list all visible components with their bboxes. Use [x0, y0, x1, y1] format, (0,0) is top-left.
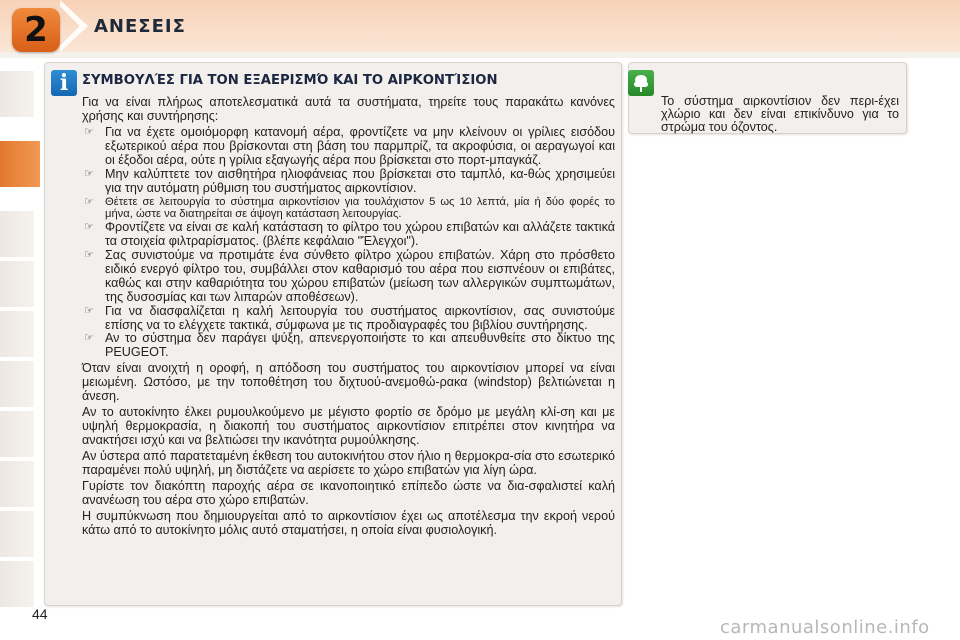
pointing-hand-icon: ☞ — [84, 167, 94, 180]
side-tab[interactable] — [0, 70, 34, 117]
list-item: ☞ Για να διασφαλίζεται η καλή λειτουργία του συστήματος αιρκοντίσιον, σας συνιστούμε επίσης να το ελέγχετε τακτικά, σύμφωνα με τις προδιαγραφές του βιβλίου συντήρησης. — [84, 303, 615, 332]
side-tab[interactable] — [0, 410, 34, 457]
chapter-number: 2 — [24, 10, 48, 50]
watermark: carmanualsonline.info — [720, 617, 930, 638]
list-item: ☞ Αν το σύστημα δεν παράγει ψύξη, απενεργοποιήστε το και απευθυνθείτε στο δίκτυο της PEUGEOT. — [84, 331, 615, 360]
pointing-hand-icon: ☞ — [84, 220, 94, 233]
list-item: ☞ Φροντίζετε να είναι σε καλή κατάσταση το φίλτρο του χώρου επιβατών και αλλάζετε τακτικά τα στοιχεία φιλτραρίσματος. (βλέπε κεφάλαιο "Έλεγχοι"). — [84, 219, 615, 248]
list-item: ☞ Σας συνιστούμε να προτιμάτε ένα σύνθετο φίλτρο χώρου επιβατών. Χάρη στο πρόσθετο ειδικό ενεργό φίλτρο του, συμβάλλει στον καθαρισμό του αέρα που εισπνέουν οι επιβάτες, καθώς και στην καθαριότητα του χώρου επιβατών (μείωση των αλλεργικών συμπτωμάτων, της δυσοσμίας και των λιπαρών αποθέσεων). — [84, 247, 615, 304]
paragraph: Αν ύστερα από παρατεταμένη έκθεση του αυτοκινήτου στον ήλιο η θερμοκρα-σία στο εσωτερικό παραμένει πολύ υψηλή, μη διστάζετε να αερίσετε το χώρο επιβατών για λίγη ώρα. — [82, 449, 615, 478]
paragraph: Όταν είναι ανοιχτή η οροφή, η απόδοση του συστήματος του αιρκοντίσιον μπορεί να είναι μειωμένη. Ωστόσο, με την τοποθέτηση του διχτυού-ανεμοθώ-ρακα (windstop) βελτιώνεται η άνεση. — [82, 361, 615, 404]
pointing-hand-icon: ☞ — [84, 125, 94, 138]
panel-body — [82, 96, 615, 540]
paragraph: Αν το αυτοκίνητο έλκει ρυμουλκούμενο με μέγιστο φορτίο σε δρόμο με μεγάλη κλί-ση και με υψηλή θερμοκρασία, η διακοπή του συστήματος αιρκοντίσιον επιτρέπει στον κινητήρα να ανακτήσει ισχύ και να βελτιώσει την ικανότητα ρυμούλκησης. — [82, 405, 615, 448]
pointing-hand-icon: ☞ — [84, 332, 94, 345]
side-tab[interactable] — [0, 460, 34, 507]
pointing-hand-icon: ☞ — [84, 248, 94, 261]
side-tab[interactable] — [0, 560, 34, 607]
leaf-icon — [628, 70, 654, 96]
list-item: ☞ Θέτετε σε λειτουργία το σύστημα αιρκοντίσιον για τουλάχιστον 5 ως 10 λεπτά, μία ή δύο φορές το μήνα, ώστε να διατηρείται σε άψογη κατάσταση λειτουργίας. — [84, 195, 615, 221]
side-tab[interactable] — [0, 360, 34, 407]
side-tab[interactable] — [0, 260, 34, 307]
side-tab[interactable] — [0, 510, 34, 557]
advice-list — [82, 126, 615, 360]
side-tab[interactable] — [0, 210, 34, 257]
chapter-tab[interactable] — [12, 8, 60, 52]
page-number: 44 — [32, 606, 48, 622]
side-tab-active[interactable] — [0, 140, 40, 187]
panel-title: ΣΥΜΒΟΥΛΈΣ ΓΙΑ ΤΟΝ ΕΞΑΕΡΙΣΜΌ ΚΑΙ ΤΟ ΑΙΡΚΟΝΤΊΣΙΟΝ — [82, 73, 498, 88]
paragraph: Η συμπύκνωση που δημιουργείται από το αιρκοντίσιον έχει ως αποτέλεσμα την εκροή νερού κάτω από το αυτοκίνητο μόλις αυτό σταματήσει, η οποία είναι φυσιολογική. — [82, 508, 615, 537]
eco-note-text: Το σύστημα αιρκοντίσιον δεν περι-έχει χλώριο και δεν είναι επικίνδυνο για το στρώμα του όζοντος. — [661, 94, 899, 135]
pointing-hand-icon: ☞ — [84, 195, 94, 208]
section-title: ΑΝΕΣΕΙΣ — [94, 16, 186, 37]
paragraph: Γυρίστε τον διακόπτη παροχής αέρα σε ικανοποιητικό επίπεδο ώστε να δια-σφαλιστεί καλή ανανέωση του αέρα στο χώρο επιβατών. — [82, 479, 615, 507]
intro-paragraph: Για να είναι πλήρως αποτελεσματικά αυτά τα συστήματα, τηρείτε τους παρακάτω κανόνες χρήσης και συντήρησης: — [82, 95, 615, 123]
list-item: ☞ Για να έχετε ομοιόμορφη κατανομή αέρα, φροντίζετε να μην κλείνουν οι γρίλιες εισόδου εξωτερικού αέρα που βρίσκονται στη βάση του παρμπρίζ, τα ακροφύσια, οι αεραγωγοί και οι έξοδοι αέρα, ούτε η γρίλια εξαγωγής αέρα που βρίσκεται στο πορτ-μπαγκάζ. — [84, 124, 615, 167]
side-tab[interactable] — [0, 310, 34, 357]
header-divider — [0, 52, 960, 58]
info-icon: i — [51, 70, 77, 96]
pointing-hand-icon: ☞ — [84, 304, 94, 317]
list-item: ☞ Μην καλύπτετε τον αισθητήρα ηλιοφάνειας που βρίσκεται στο ταμπλό, κα-θώς χρησιμεύει για την αυτόματη ρύθμιση του συστήματος αιρκοντίσιον. — [84, 166, 615, 195]
